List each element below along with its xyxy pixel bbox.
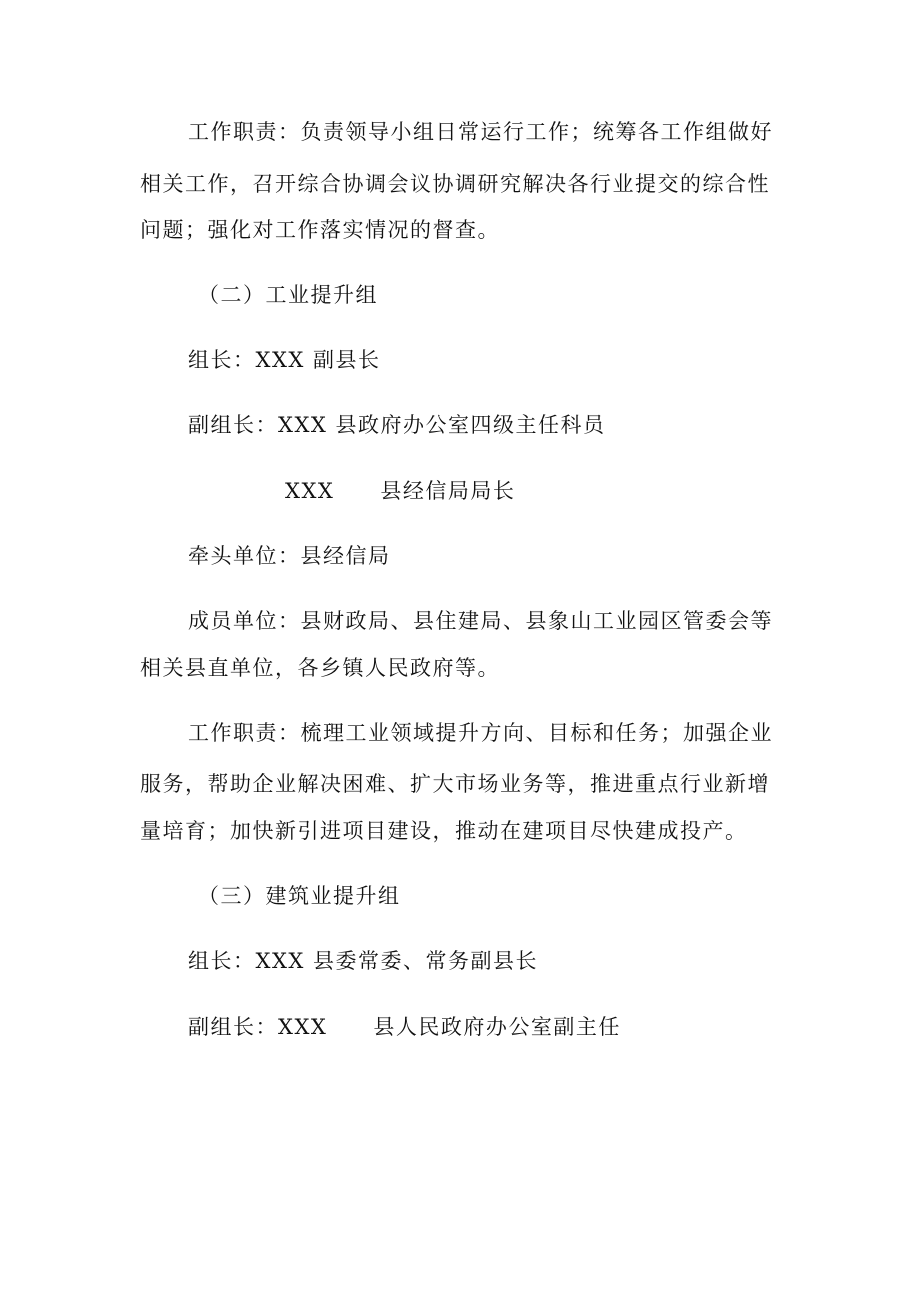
section3-deputy bbox=[188, 1013, 621, 1041]
section2-members-line-2: 相关县直单位，各乡镇人民政府等。 bbox=[140, 656, 500, 680]
section2-lead-unit: 牵头单位：县经信局 bbox=[188, 544, 391, 568]
section2-deputy-2-name: XXX bbox=[285, 479, 335, 503]
p1-line-3: 问题；强化对工作落实情况的督查。 bbox=[140, 218, 500, 242]
section3-heading: （三）建筑业提升组 bbox=[198, 884, 401, 908]
section2-duties-line-3: 量培育；加快新引进项目建设，推动在建项目尽快建成投产。 bbox=[140, 819, 748, 843]
section3-leader: 组长：XXX 县委常委、常务副县长 bbox=[188, 949, 539, 973]
section2-members-line-1: 成员单位：县财政局、县住建局、县象山工业园区管委会等 bbox=[188, 609, 773, 633]
section2-duties-line-1: 工作职责：梳理工业领域提升方向、目标和任务；加强企业 bbox=[188, 721, 773, 745]
section2-heading: （二）工业提升组 bbox=[198, 283, 378, 307]
section2-deputy-2 bbox=[285, 477, 515, 505]
section3-deputy-label: 副组长：XXX bbox=[188, 1015, 328, 1039]
section3-deputy-title: 县人民政府办公室副主任 bbox=[373, 1015, 621, 1039]
section2-duties-line-2: 服务，帮助企业解决困难、扩大市场业务等，推进重点行业新增 bbox=[140, 772, 770, 796]
section2-deputy-1: 副组长：XXX 县政府办公室四级主任科员 bbox=[188, 413, 606, 437]
p1-line-1: 工作职责：负责领导小组日常运行工作；统筹各工作组做好 bbox=[188, 120, 773, 144]
p1-line-2: 相关工作，召开综合协调会议协调研究解决各行业提交的综合性 bbox=[140, 172, 770, 196]
section2-leader: 组长：XXX 副县长 bbox=[188, 348, 381, 372]
section2-deputy-2-title: 县经信局局长 bbox=[380, 479, 516, 503]
